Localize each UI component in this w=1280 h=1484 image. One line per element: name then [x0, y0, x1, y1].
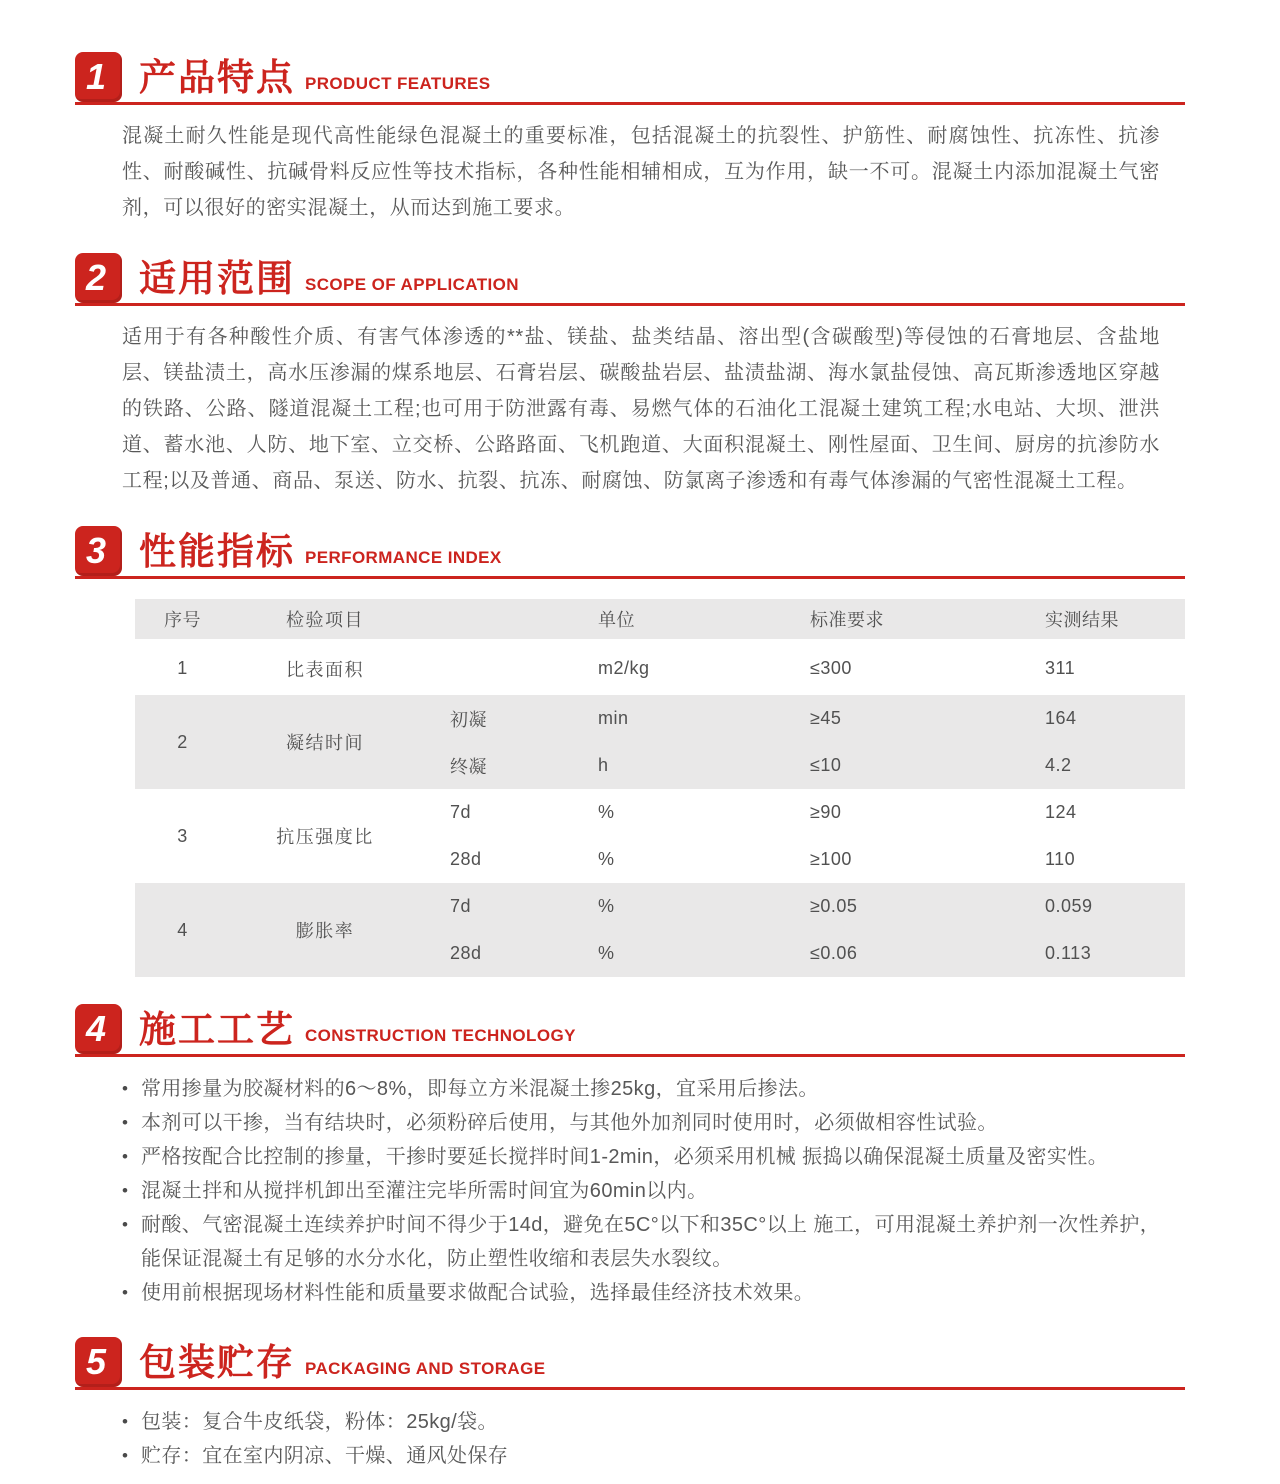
section-title: 适用范围 — [139, 258, 295, 299]
bullet-item — [122, 1174, 1175, 1208]
bullet-dot-icon: • — [122, 1215, 129, 1234]
cell-result: 实测结果 — [1045, 610, 1119, 630]
section-header — [75, 253, 1185, 306]
bullet-dot-icon: • — [122, 1446, 129, 1465]
cell-sub-item: 终凝 — [450, 756, 487, 777]
cell-standard: ≥100 — [810, 849, 852, 869]
performance-table — [135, 599, 1185, 977]
sub-row — [420, 930, 1185, 977]
sub-row — [420, 695, 1185, 742]
cell-unit: % — [598, 896, 615, 916]
cell-result: 110 — [1045, 849, 1076, 869]
sub-row — [420, 883, 1185, 930]
bullet-dot-icon: • — [122, 1147, 129, 1166]
cell-result: 4.2 — [1045, 755, 1072, 775]
bullet-text: 使用前根据现场材料性能和质量要求做配合试验，选择最佳经济技术效果。 — [141, 1282, 815, 1304]
section-header — [75, 1004, 1185, 1057]
section-construction-technology — [75, 1004, 1185, 1310]
sub-row — [420, 599, 1185, 639]
bullet-dot-icon: • — [122, 1283, 129, 1302]
bullet-text: 严格按配合比控制的掺量，干掺时要延长搅拌时间1-2min，必须采用机械 振捣以确保混凝土质量及密实性。 — [141, 1146, 1109, 1168]
section-header — [75, 52, 1185, 105]
cell-result: 311 — [1045, 658, 1076, 678]
cell-standard: ≤300 — [810, 658, 852, 678]
section-number-badge — [75, 526, 122, 576]
cell-result: 0.059 — [1045, 896, 1093, 916]
section-paragraph: 混凝土耐久性能是现代高性能绿色混凝土的重要标准，包括混凝土的抗裂性、护筋性、耐腐蚀性、抗冻性、抗渗性、耐酸碱性、抗碱骨料反应性等技术指标，各种性能相辅相成，互为作用，缺一不可。混凝土内添加混凝土气密剂，可以很好的密实混凝土，从而达到施工要求。 — [122, 125, 1160, 219]
cell-result: 0.113 — [1045, 943, 1092, 963]
bullet-item — [122, 1439, 1175, 1473]
cell-no: 序号 — [164, 610, 201, 630]
sub-rows — [420, 599, 1185, 639]
section-paragraph: 适用于有各种酸性介质、有害气体渗透的**盐、镁盐、盐类结晶、溶出型(含碳酸型)等侵蚀的石膏地层、含盐地层、镁盐渍土，高水压渗漏的煤系地层、石膏岩层、碳酸盐岩层、盐渍盐湖、海水氯盐侵蚀、高瓦斯渗透地区穿越的铁路、公路、隧道混凝土工程;也可用于防泄露有毒、易燃气体的石油化工混凝土建筑工程;水电站、大坝、泄洪道、蓄水池、人防、地下室、立交桥、公路路面、飞机跑道、大面积混凝土、刚性屋面、卫生间、厨房的抗渗防水工程;以及普通、商品、泵送、防水、抗裂、抗冻、耐腐蚀、防氯离子渗透和有毒气体渗漏的气密性混凝土工程。 — [122, 326, 1160, 492]
sub-rows — [420, 789, 1185, 883]
section-number: 1 — [85, 56, 107, 97]
bullet-list — [122, 1405, 1175, 1473]
section-number-badge — [75, 1337, 122, 1387]
cell-item: 凝结时间 — [286, 733, 364, 753]
cell-no: 1 — [177, 658, 188, 678]
cell-standard: ≥90 — [810, 802, 842, 822]
cell-standard: ≥45 — [810, 708, 842, 728]
table-row — [135, 789, 1185, 883]
section-title: 产品特点 — [139, 57, 295, 98]
bullet-item — [122, 1072, 1175, 1106]
section-header — [75, 526, 1185, 579]
bullet-text: 本剂可以干掺，当有结块时，必须粉碎后使用，与其他外加剂同时使用时，必须做相容性试验。 — [141, 1112, 998, 1134]
cell-no: 2 — [177, 731, 188, 752]
section-product-features — [75, 52, 1185, 226]
bullet-text: 混凝土拌和从搅拌机卸出至灌注完毕所需时间宜为60min以内。 — [141, 1180, 708, 1202]
cell-sub-item: 28d — [450, 943, 482, 963]
table-header-row — [135, 599, 1185, 639]
section-header — [75, 1337, 1185, 1390]
section-number-badge — [75, 253, 122, 303]
section-title: 包装贮存 — [139, 1342, 295, 1383]
bullet-item — [122, 1140, 1175, 1174]
cell-item: 抗压强度比 — [276, 827, 374, 847]
cell-standard: 标准要求 — [810, 610, 884, 630]
section-subtitle: PACKAGING AND STORAGE — [305, 1359, 546, 1378]
section-number: 3 — [85, 530, 107, 571]
bullet-item — [122, 1405, 1175, 1439]
section-number: 5 — [85, 1341, 107, 1382]
section-packaging-and-storage — [75, 1337, 1185, 1473]
cell-item: 比表面积 — [286, 659, 364, 680]
section-number: 2 — [85, 257, 107, 298]
cell-sub-item: 初凝 — [450, 709, 487, 730]
sub-rows — [420, 883, 1185, 977]
cell-sub-item: 7d — [450, 896, 472, 916]
sub-rows — [420, 642, 1185, 695]
bullet-text: 耐酸、气密混凝土连续养护时间不得少于14d，避免在5C°以下和35C°以上 施工，可用混凝土养护剂一次性养护，能保证混凝土有足够的水分水化，防止塑性收缩和表层失水裂纹。 — [141, 1214, 1161, 1270]
cell-item: 膨胀率 — [295, 921, 355, 941]
bullet-text: 贮存：宜在室内阴凉、干燥、通风处保存 — [141, 1445, 509, 1467]
section-performance-index — [75, 526, 1185, 977]
table-row — [135, 695, 1185, 789]
cell-item: 检验项目 — [286, 610, 364, 630]
bullet-dot-icon: • — [122, 1181, 129, 1200]
cell-unit: m2/kg — [598, 658, 650, 678]
sub-row — [420, 642, 1185, 695]
sub-row — [420, 836, 1185, 883]
bullet-dot-icon: • — [122, 1079, 129, 1098]
cell-standard: ≤0.06 — [810, 943, 858, 963]
table-row — [135, 883, 1185, 977]
cell-no: 3 — [177, 825, 188, 846]
bullet-item — [122, 1208, 1175, 1276]
cell-unit: min — [598, 708, 629, 728]
section-title: 施工工艺 — [139, 1009, 295, 1050]
section-subtitle: PERFORMANCE INDEX — [305, 548, 502, 567]
sub-rows — [420, 695, 1185, 789]
bullet-item — [122, 1276, 1175, 1310]
section-title: 性能指标 — [139, 531, 295, 572]
cell-unit: 单位 — [598, 610, 635, 630]
bullet-list — [122, 1072, 1175, 1310]
cell-result: 124 — [1045, 802, 1077, 822]
section-subtitle: SCOPE OF APPLICATION — [305, 275, 519, 294]
cell-sub-item: 28d — [450, 849, 482, 869]
cell-unit: % — [598, 849, 615, 869]
cell-unit: % — [598, 802, 615, 822]
cell-no: 4 — [177, 919, 188, 940]
section-subtitle: CONSTRUCTION TECHNOLOGY — [305, 1026, 576, 1045]
cell-sub-item: 7d — [450, 802, 472, 822]
section-number-badge — [75, 52, 122, 102]
table-row — [135, 642, 1185, 695]
bullet-text: 包装：复合牛皮纸袋，粉体：25kg/袋。 — [141, 1411, 498, 1433]
section-number-badge — [75, 1004, 122, 1054]
section-scope-of-application — [75, 253, 1185, 499]
bullet-dot-icon: • — [122, 1113, 129, 1132]
bullet-item — [122, 1106, 1175, 1140]
bullet-dot-icon: • — [122, 1412, 129, 1431]
sub-row — [420, 789, 1185, 836]
cell-standard: ≥0.05 — [810, 896, 858, 916]
cell-unit: % — [598, 943, 615, 963]
section-subtitle: PRODUCT FEATURES — [305, 74, 491, 93]
cell-unit: h — [598, 755, 609, 775]
section-number: 4 — [85, 1008, 107, 1049]
bullet-text: 常用掺量为胶凝材料的6～8%，即每立方米混凝土掺25kg，宜采用后掺法。 — [141, 1078, 819, 1100]
sub-row — [420, 742, 1185, 789]
cell-standard: ≤10 — [810, 755, 842, 775]
cell-result: 164 — [1045, 708, 1077, 728]
